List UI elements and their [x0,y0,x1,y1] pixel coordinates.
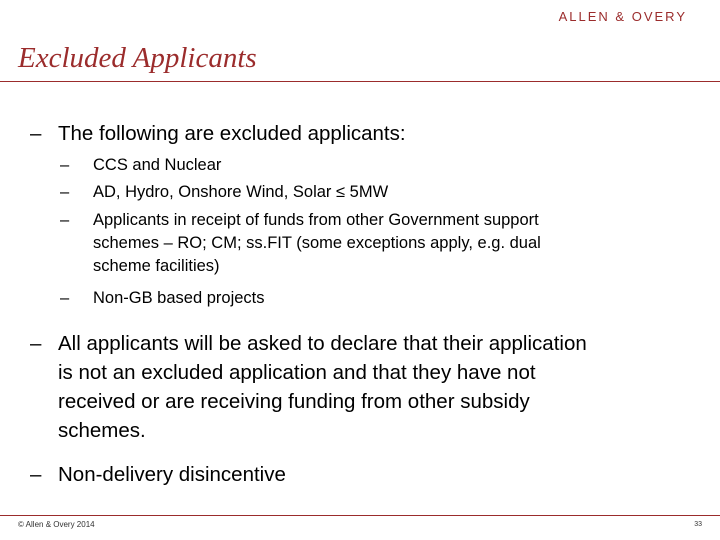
bullet-text-line-3: received or are receiving funding from other subsidy [58,390,530,413]
sub-bullet-text-line-2: schemes – RO; CM; ss.FIT (some exceptions apply, e.g. dual [93,234,541,252]
sub-bullet-dash: – [60,156,70,174]
sub-bullet-text-line-3: scheme facilities) [93,257,220,275]
footer-divider [0,515,720,516]
bullet-dash: – [30,463,42,486]
sub-bullet-text: CCS and Nuclear [93,156,222,174]
sub-bullet-text: AD, Hydro, Onshore Wind, Solar ≤ 5MW [93,183,389,201]
title-divider [0,81,720,82]
bullet-text: The following are excluded applicants: [58,122,406,145]
sub-bullet-dash: – [60,183,70,201]
bullet-text-line-1: All applicants will be asked to declare that their application [58,332,587,355]
sub-bullet-text-line-1: Applicants in receipt of funds from other Government support [93,211,539,229]
bullet-dash: – [30,332,42,355]
bullet-text-line-4: schemes. [58,419,146,442]
sub-bullet-dash: – [60,289,70,307]
sub-bullet-text: Non-GB based projects [93,289,265,307]
footer-copyright: © Allen & Overy 2014 [18,520,95,529]
sub-bullet-dash: – [60,211,70,229]
bullet-text-line-2: is not an excluded application and that they have not [58,361,536,384]
slide-title: Excluded Applicants [18,42,257,74]
bullet-dash: – [30,122,42,145]
bullet-text: Non-delivery disincentive [58,463,286,486]
logo: ALLEN & OVERY [558,9,687,24]
page-number: 33 [694,521,702,528]
